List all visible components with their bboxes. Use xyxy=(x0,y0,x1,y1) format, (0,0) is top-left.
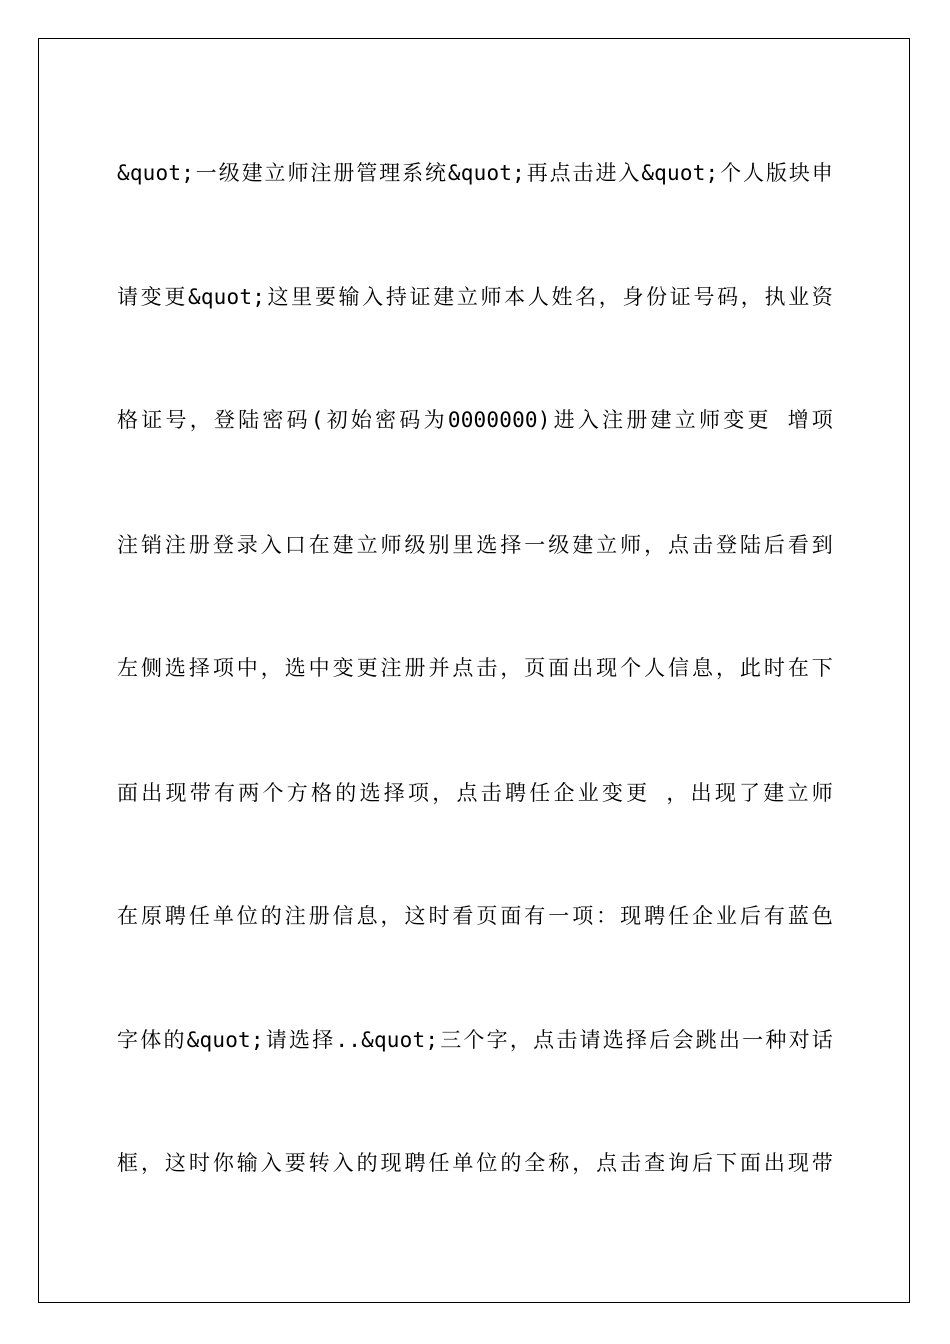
paragraph-line: &quot;一级建立师注册管理系统&quot;再点击进入&quot;个人版块申 xyxy=(117,161,833,185)
paragraph-line: 在原聘任单位的注册信息，这时看页面有一项：现聘任企业后有蓝色 xyxy=(117,904,833,928)
paragraph-line: 面出现带有两个方格的选择项，点击聘任企业变更 ，出现了建立师 xyxy=(117,781,833,805)
paragraph-line: 框，这时你输入要转入的现聘任单位的全称，点击查询后下面出现带 xyxy=(117,1151,833,1175)
paragraph-line: 格证号，登陆密码(初始密码为0000000)进入注册建立师变更 增项 xyxy=(117,408,833,432)
paragraph-line: 注销注册登录入口在建立师级别里选择一级建立师，点击登陆后看到 xyxy=(117,533,833,557)
paragraph-line: 请变更&quot;这里要输入持证建立师本人姓名，身份证号码，执业资 xyxy=(117,285,833,309)
paragraph-line: 左侧选择项中，选中变更注册并点击，页面出现个人信息，此时在下 xyxy=(117,656,833,680)
paragraph-line: 字体的&quot;请选择..&quot;三个字，点击请选择后会跳出一种对话 xyxy=(117,1028,833,1052)
